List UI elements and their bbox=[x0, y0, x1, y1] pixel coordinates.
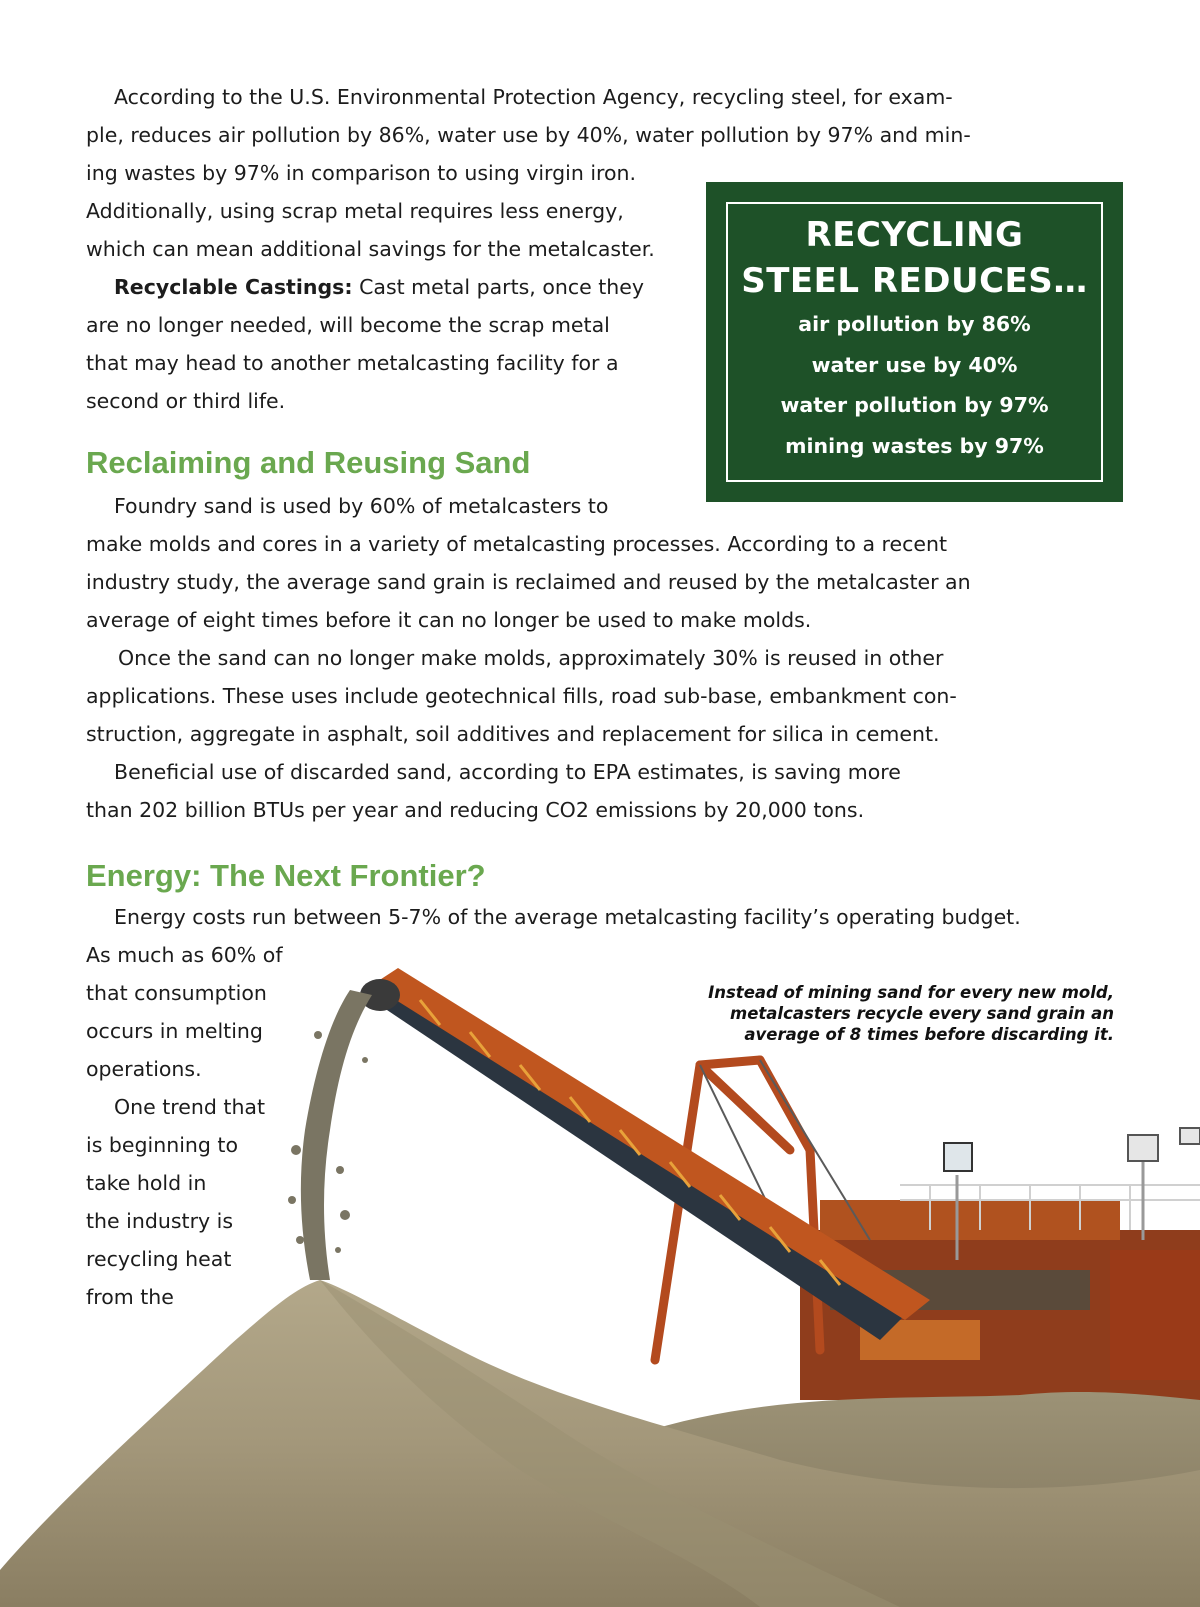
text-line: ple, reduces air pollution by 86%, water use by 40%, water pollution by 97% and min- bbox=[86, 123, 971, 147]
callout-title-line: RECYCLING bbox=[805, 215, 1024, 255]
text-line: second or third life. bbox=[86, 389, 286, 413]
caption-line: Instead of mining sand for every new mold, bbox=[708, 983, 1114, 1002]
text-line: than 202 billion BTUs per year and reducing CO2 emissions by 20,000 tons. bbox=[86, 798, 865, 822]
text-line: recycling heat bbox=[86, 1247, 232, 1271]
text-line: industry study, the average sand grain is reclaimed and reused by the metalcaster an bbox=[86, 570, 971, 594]
paragraph-energy bbox=[86, 898, 1086, 1316]
text-line: struction, aggregate in asphalt, soil additives and replacement for silica in cement. bbox=[86, 722, 940, 746]
text-line: Once the sand can no longer make molds, approximately 30% is reused in other bbox=[118, 646, 944, 670]
text-line: Energy costs run between 5-7% of the average metalcasting facility’s operating budget. bbox=[114, 905, 1021, 929]
text-line: operations. bbox=[86, 1057, 202, 1081]
steel-callout-box bbox=[706, 182, 1123, 502]
text-line: Cast metal parts, once they bbox=[352, 275, 645, 299]
text-line: take hold in bbox=[86, 1171, 207, 1195]
castings-lead: Recyclable Castings: bbox=[114, 275, 353, 299]
callout-item: mining wastes by 97% bbox=[785, 433, 1044, 458]
text-line: occurs in melting bbox=[86, 1019, 263, 1043]
text-line: that consumption bbox=[86, 981, 267, 1005]
paragraph-castings bbox=[86, 268, 686, 420]
text-line: ing wastes by 97% in comparison to using virgin iron. bbox=[86, 161, 637, 185]
heading-energy-frontier: Energy: The Next Frontier? bbox=[86, 858, 486, 893]
callout-item: water pollution by 97% bbox=[780, 393, 1049, 417]
text-line: Additionally, using scrap metal requires less energy, bbox=[86, 199, 624, 223]
text-line: make molds and cores in a variety of metalcasting processes. According to a recent bbox=[86, 532, 948, 556]
text-line: that may head to another metalcasting facility for a bbox=[86, 351, 619, 375]
callout-item: water use by 40% bbox=[811, 352, 1018, 377]
callout-border bbox=[726, 202, 1103, 482]
text-line: from the bbox=[86, 1285, 174, 1309]
text-line: is beginning to bbox=[86, 1133, 239, 1157]
text-line: According to the U.S. Environmental Protection Agency, recycling steel, for exam- bbox=[114, 85, 953, 109]
text-line: Beneficial use of discarded sand, according to EPA estimates, is saving more bbox=[114, 760, 901, 784]
photo-caption bbox=[634, 982, 1114, 1045]
text-line: average of eight times before it can no longer be used to make molds. bbox=[86, 608, 812, 632]
text-line: applications. These uses include geotechnical fills, road sub-base, embankment con- bbox=[86, 684, 957, 708]
text-line: which can mean additional savings for the metalcaster. bbox=[86, 237, 655, 261]
text-line: are no longer needed, will become the scrap metal bbox=[86, 313, 610, 337]
caption-line: average of 8 times before discarding it. bbox=[744, 1025, 1114, 1044]
heading-reclaiming-sand: Reclaiming and Reusing Sand bbox=[86, 445, 531, 480]
callout-item: air pollution by 86% bbox=[798, 312, 1031, 336]
text-line: the industry is bbox=[86, 1209, 234, 1233]
callout-title-line: STEEL REDUCES… bbox=[741, 261, 1088, 301]
text-line: As much as 60% of bbox=[86, 943, 283, 967]
text-line: One trend that bbox=[114, 1095, 266, 1119]
paragraph-sand bbox=[86, 487, 1086, 829]
text-line: Foundry sand is used by 60% of metalcasters to bbox=[114, 494, 609, 518]
caption-line: metalcasters recycle every sand grain an bbox=[730, 1004, 1114, 1023]
callout-title bbox=[728, 212, 1101, 304]
